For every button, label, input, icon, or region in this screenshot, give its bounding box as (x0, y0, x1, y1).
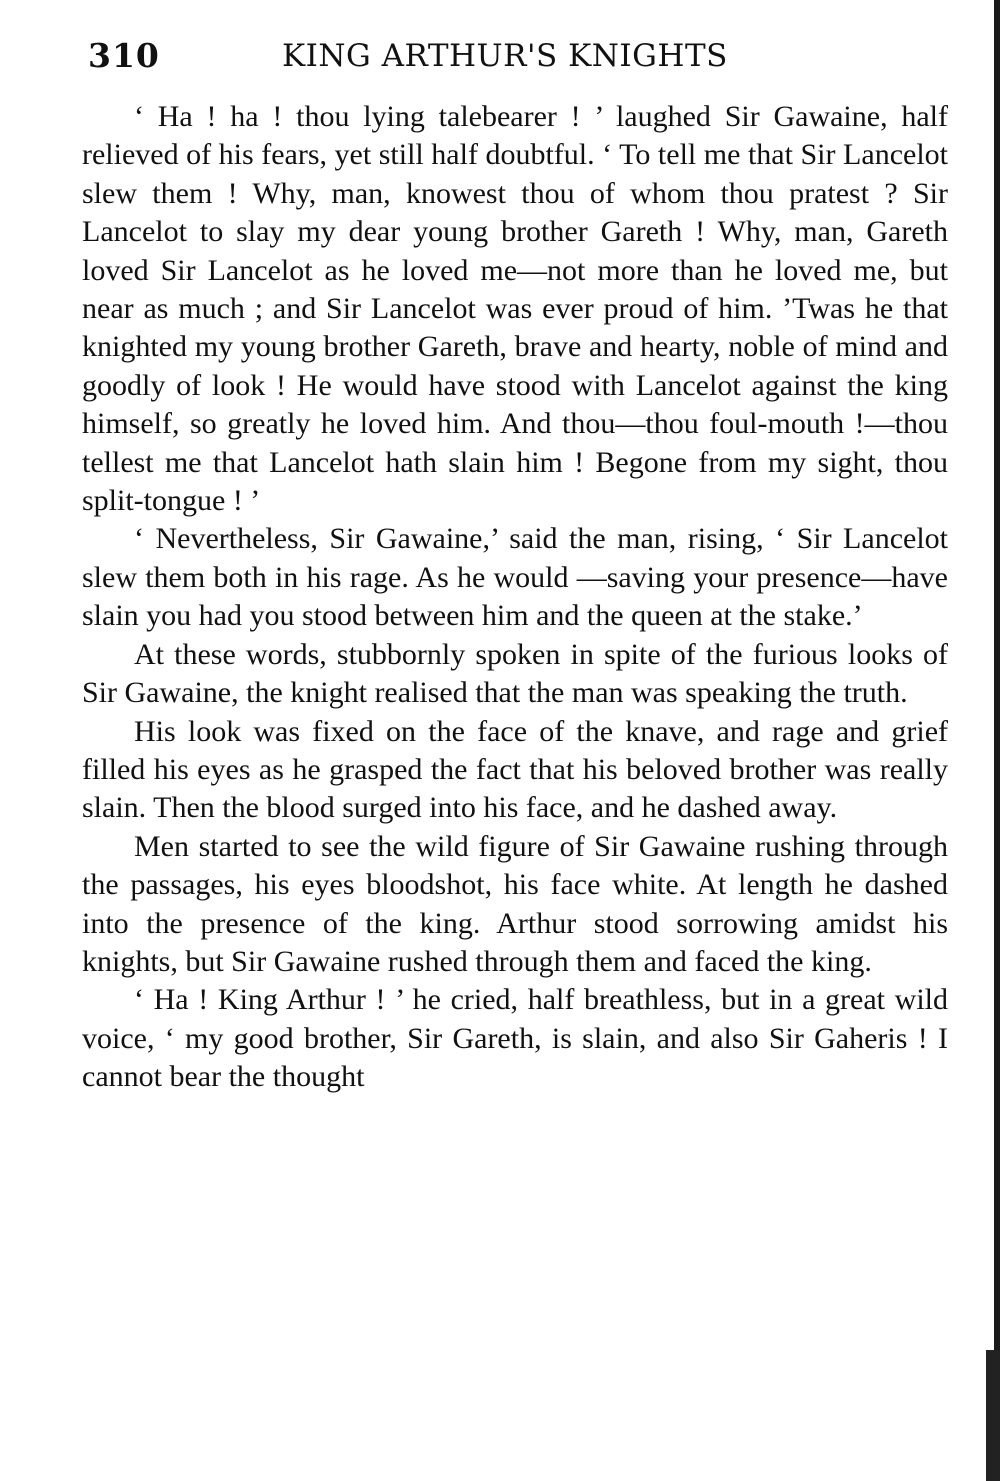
paragraph: ‘ Nevertheless, Sir Gawaine,’ said the man, rising, ‘ Sir Lancelot slew them both in his rage. As he would —saving your presence—have slain you had you stood between him and the queen at the stake.’ (82, 522, 948, 633)
paragraph: ‘ Ha ! King Arthur ! ’ he cried, half breathless, but in a great wild voice, ‘ my good brother, Sir Gareth, is slain, and also Sir Gaheris ! I cannot bear the thought (82, 983, 948, 1094)
paragraph: Men started to see the wild figure of Sir Gawaine rushing through the passages, his eyes bloodshot, his face white. At length he dashed into the presence of the king. Arthur stood sorrowing amidst his knights, but Sir Gawaine rushed through them and faced the king. (82, 829, 948, 978)
scan-edge-shadow (994, 0, 1000, 1481)
page-number: 310 (88, 36, 160, 75)
page-header (82, 36, 950, 86)
paragraph: His look was fixed on the face of the knave, and rage and grief filled his eyes as he grasped the fact that his beloved brother was really slain. Then the blood surged into his face, and he dashed away. (82, 714, 948, 825)
running-title: KING ARTHUR'S KNIGHTS (282, 38, 728, 74)
paragraph: At these words, stubbornly spoken in spite of the furious looks of Sir Gawaine, the knight realised that the man was speaking the truth. (82, 637, 948, 710)
scan-edge-shadow-lower (986, 1350, 1000, 1481)
paragraph: ‘ Ha ! ha ! thou lying talebearer ! ’ laughed Sir Gawaine, half relieved of his fears, yet still half doubtful. ‘ To tell me that Sir Lancelot slew them ! Why, man, knowest thou of whom thou pratest ? Sir Lancelot to slay my dear young brother Gareth ! Why, man, Gareth loved Sir Lancelot as he loved me—not more than he loved me, but near as much ; and Sir Lancelot was ever proud of him. ’Twas he that knighted my young brother Gareth, brave and hearty, noble of mind and goodly of look ! He would have stood with Lancelot against the king himself, so greatly he loved him. And thou—thou foul-mouth !—thou tellest me that Lancelot hath slain him ! Begone from my sight, thou split-tongue ! ’ (82, 100, 948, 518)
body-text (82, 98, 948, 1097)
